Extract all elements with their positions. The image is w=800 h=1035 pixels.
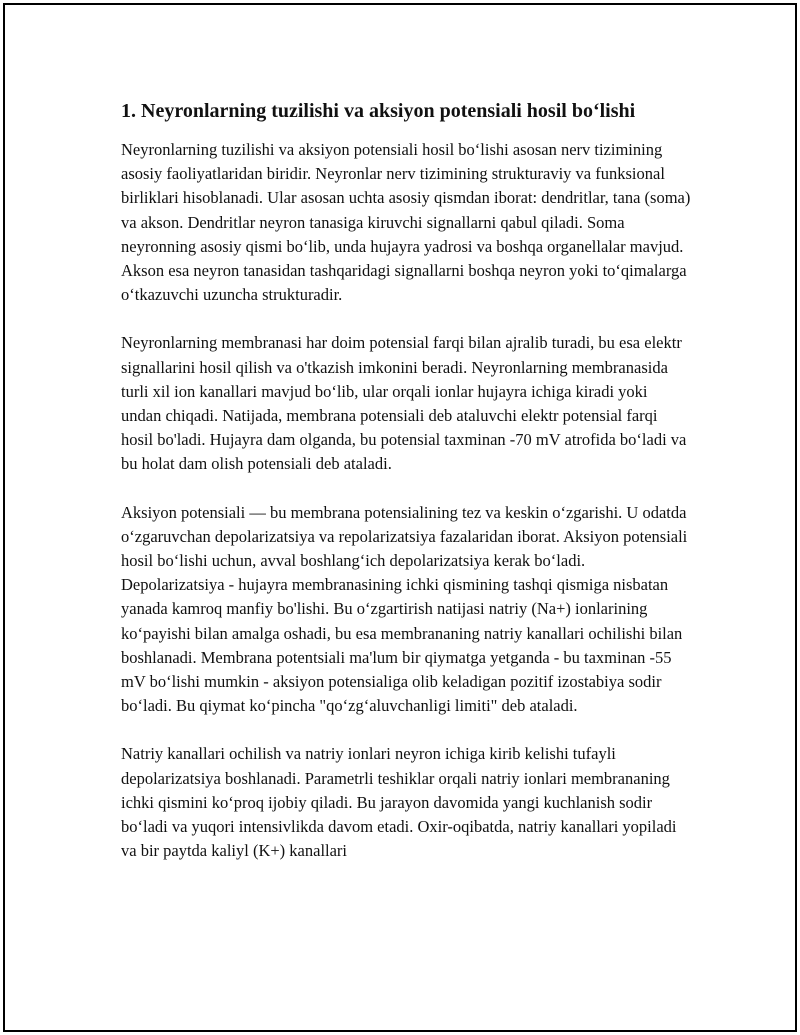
paragraph-membrane-potential: Neyronlarning membranasi har doim potensial farqi bilan ajralib turadi, bu esa elektr signallarini hosil qilish va o'tkazish imkonini beradi. Neyronlarning membranasida turli xil ion kanallari mavjud bo‘lib, ular orqali ionlar hujayra ichiga kiradi yoki undan chiqadi. Natijada, membrana potensiali deb ataluvchi elektr potensial farqi hosil bo'ladi. Hujayra dam olganda, bu potensial taxminan -70 mV atrofida bo‘ladi va bu holat dam olish potensiali deb ataladi.: [121, 333, 687, 474]
document-body: [121, 97, 691, 887]
section-heading: 1. Neyronlarning tuzilishi va aksiyon potensiali hosil bo‘lishi: [121, 100, 636, 122]
paragraph-sodium-channels: Natriy kanallari ochilish va natriy ionlari neyron ichiga kirib kelishi tufayli depolarizatsiya boshlanadi. Parametrli teshiklar orqali natriy ionlari membrananing ichki qismini ko‘proq ijobiy qiladi. Bu jarayon davomida yangi kuchlanish sodir bo‘ladi va yuqori intensivlikda davom etadi. Oxir-oqibatda, natriy kanallari yopiladi va bir paytda kaliyl (K+) kanallari: [121, 744, 677, 861]
page-frame: [3, 3, 797, 1032]
paragraph-action-potential: Aksiyon potensiali — bu membrana potensialining tez va keskin o‘zgarishi. U odatda o‘zgaruvchan depolarizatsiya va repolarizatsiya fazalaridan iborat. Aksiyon potensiali hosil bo‘lishi uchun, avval boshlang‘ich depolarizatsiya kerak bo‘ladi. Depolarizatsiya - hujayra membranasining ichki qismining tashqi qismiga nisbatan yanada kamroq manfiy bo'lishi. Bu o‘zgartirish natijasi natriy (Na+) ionlarining ko‘payishi bilan amalga oshadi, bu esa membrananing natriy kanallari ochilishi bilan boshlanadi. Membrana potentsiali ma'lum bir qiymatga yetganda - bu taxminan -55 mV bo‘lishi mumkin - aksiyon potensialiga olib keladigan pozitif izostabiya sodir bo‘ladi. Bu qiymat ko‘pincha "qo‘zg‘aluvchanligi limiti" deb ataladi.: [121, 502, 688, 716]
paragraph-neuron-structure: Neyronlarning tuzilishi va aksiyon potensiali hosil bo‘lishi asosan nerv tizimining asosiy faoliyatlaridan biridir. Neyronlar nerv tizimining strukturaviy va funksional birliklari hisoblanadi. Ular asosan uchta asosiy qismdan iborat: dendritlar, tana (soma) va akson. Dendritlar neyron tanasiga kiruvchi signallarni qabul qiladi. Soma neyronning asosiy qismi bo‘lib, unda hujayra yadrosi va boshqa organellalar mavjud. Akson esa neyron tanasidan tashqaridagi signallarni boshqa neyron yoki to‘qimalarga o‘tkazuvchi uzuncha strukturadir.: [121, 140, 691, 305]
